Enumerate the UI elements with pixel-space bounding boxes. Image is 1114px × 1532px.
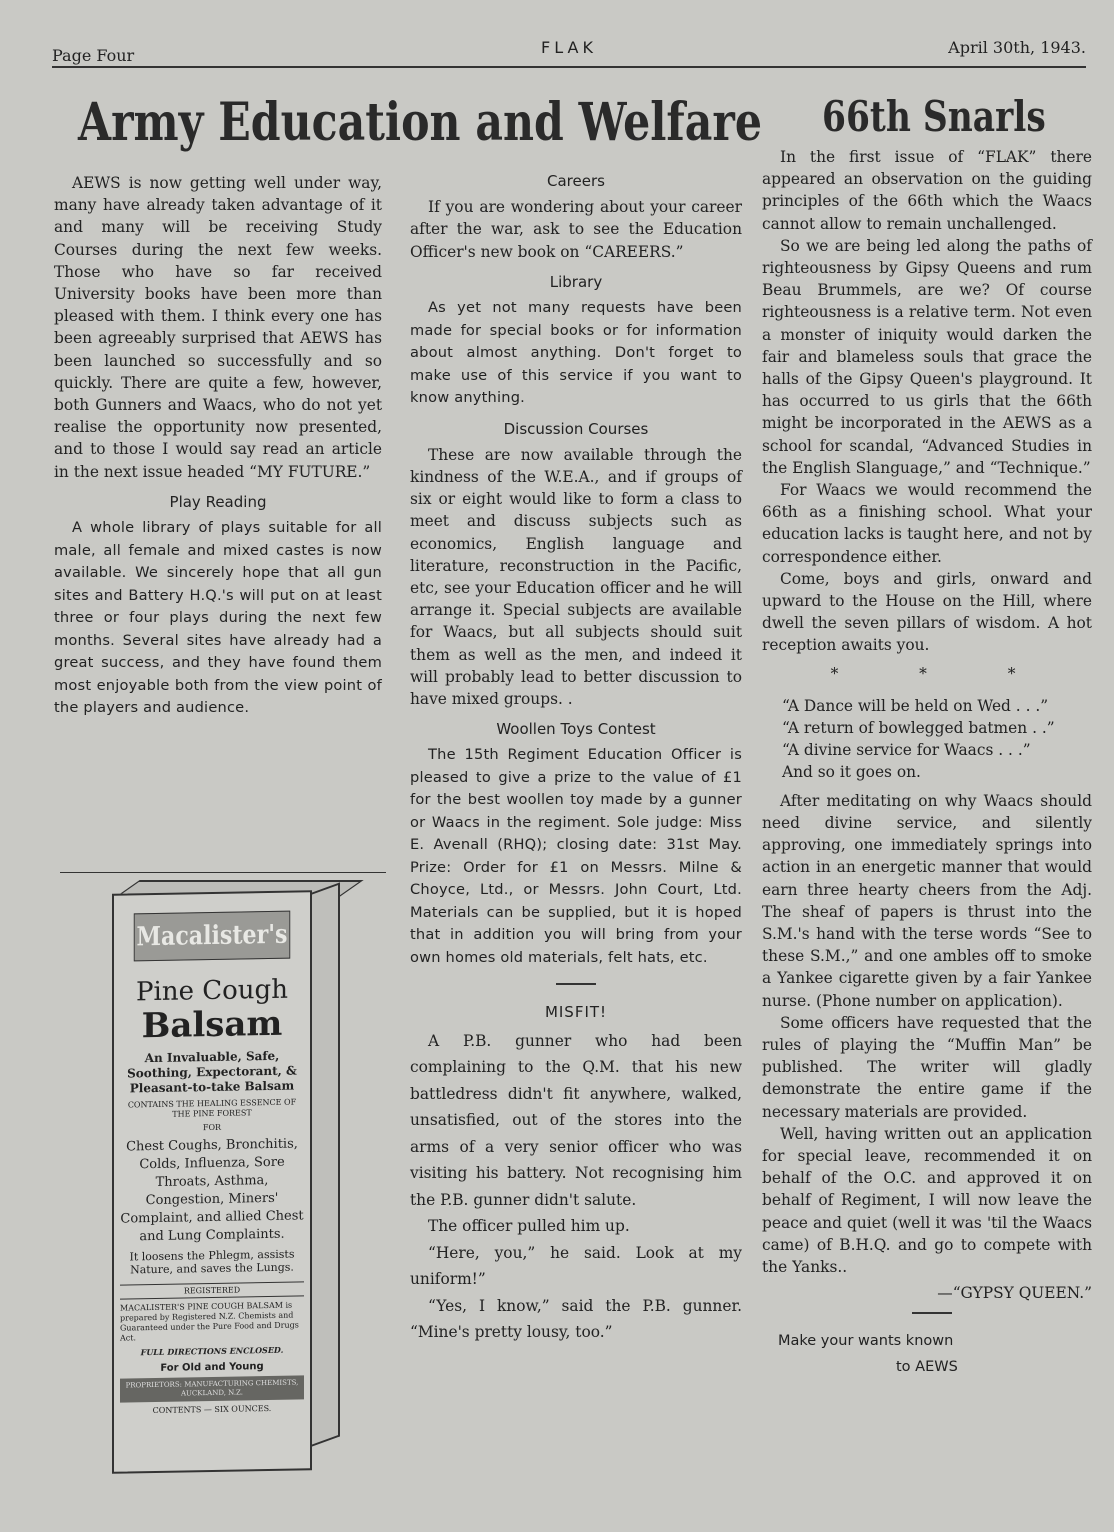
divider-short [556,983,596,985]
issue-date: April 30th, 1943. [948,38,1086,57]
careers-text: If you are wondering about your career after the war, ask to see the Education Officer's new book on “CAREERS.” [410,198,742,261]
snarls-p2: So we are being led along the paths of righteousness by Gipsy Queens and rum Beau Brummels, are we? Of course righteousness is a relative term. Not even a monster of iniquity would darken the fair and blameless souls that grace the halls of the Gipsy Queen's playground. It has occurred to us girls that the 66th might be incorporated in the AEWS as a school for scandal, “Advanced Studies in the English Slanguage,” and “Technique.” [762,236,1092,477]
headline-66th-snarls: 66th Snarls [822,92,1046,141]
subhead-woollen-toys: Woollen Toys Contest [496,720,656,739]
misfit-text-3: “Here, you,” he said. Look at my uniform!” [410,1243,742,1289]
ad-title-line1: Pine Cough [136,974,288,1008]
snarls-p7: Well, having written out an application for special leave, recommended it on behalf of the O.C. and approved it on behalf of Regiment, I will now leave the peace and quiet (well it was 'til the Waacs came) of B.H.Q. and go to compete with the Yanks.. [762,1124,1092,1276]
divider [60,872,386,873]
snarls-p6: Some officers have requested that the rules of playing the “Muffin Man” be published. The writer will gladly demonstrate the entire game if the necessary materials are provided. [762,1013,1092,1121]
ad-for: FOR [202,1122,222,1133]
ad-title-line2: Balsam [141,1003,283,1047]
subhead-play-reading: Play Reading [169,492,267,511]
aews-intro: AEWS is now getting well under way, many have already taken advantage of it and many will be receiving Study Courses during the next few weeks. Those who have so far received University books have been more than pleased with them. I think every one has been agreeably surprised that AEWS has been launched so successfully and so quickly. There are quite a few, however, both Gunners and Waacs, who do not yet realise the opportunity now presented, and to those I would say read an article in the next issue headed “MY FUTURE.” [54,174,382,481]
ad-description: An Invaluable, Safe, Soothing, Expectorant, & Pleasant-to-take Balsam [127,1048,297,1096]
ad-proprietors: PROPRIETORS: MANUFACTURING CHEMISTS, AUCKLAND, N.Z. [120,1375,304,1402]
page-number: Page Four [52,46,135,65]
section-stars: * * * [830,664,1054,683]
misfit-text-2: The officer pulled him up. [428,1217,630,1236]
ad-old-and-young: For Old and Young [160,1361,264,1374]
notice-wants [762,1328,1092,1380]
ad-preparation: MACALISTER'S PINE COUGH BALSAM is prepared by Registered N.Z. Chemists and Guaranteed under the Pure Food and Drugs Act. [120,1300,299,1343]
column-right [762,146,1092,1380]
discussion-text: These are now available through the kindness of the W.E.A., and if groups of six or eight would like to form a class to meet and discuss subjects such as economics, English language and literature, reconstruction in the Pacific, etc, see your Education officer and he will arrange it. Special subjects are available for Waacs, but all subjects should suit them as well as the men, and indeed it will probably lead to better discussion to have mixed groups. . [410,445,742,708]
subhead-library: Library [549,272,603,291]
ad-registered: REGISTERED [120,1281,304,1299]
ad-loosens: It loosens the Phlegm, assists Nature, and saves the Lungs. [129,1247,295,1277]
snarls-p1: In the first issue of “FLAK” there appeared an observation on the guiding principles of the 66th which the Waacs cannot allow to remain unchallenged. [762,148,1092,233]
headline-army-education: Army Education and Welfare [78,92,762,153]
play-reading-text: A whole library of plays suitable for all male, all female and mixed castes is now available. We sincerely hope that all gun sites and Battery H.Q.'s will put on at least three or four plays during the next few months. Several sites have already had a great success, and they have found them most enjoyable both from the view point of the players and audience. [54,519,382,717]
subhead-careers: Careers [547,172,605,190]
column-middle [410,170,742,1346]
page-header [52,36,1086,68]
library-text: As yet not many requests have been made for special books or for information about almost anything. Don't forget to make use of this service if you want to know anything. [410,299,742,407]
quote-3: “A divine service for Waacs . . .” [782,741,1031,760]
notice-line-2: to AEWS [896,1359,958,1376]
ad-brand: Macalister's [134,911,290,962]
ad-directions: FULL DIRECTIONS ENCLOSED. [140,1344,284,1358]
quote-2: “A return of bowlegged batmen . .” [782,719,1055,738]
subhead-discussion-courses: Discussion Courses [503,419,649,438]
quote-4: And so it goes on. [782,763,921,782]
ad-pine-cough-balsam [112,890,312,1473]
column-left [54,172,382,720]
snarls-p5: After meditating on why Waacs should need divine service, and silently approving, one immediately springs into action in an energetic manner that would earn three hearty cheers from the Adj. The sheaf of papers is thrust into the S.M.'s hand with the terse words “See to these S.M.,” and one ambles off to smoke a Yankee cigarette given by a fair Yankee nurse. (Phone number on application). [762,791,1092,1010]
toys-text: The 15th Regiment Education Officer is pleased to give a prize to the value of £1 for the best woollen toy made by a gunner or Waacs in the regiment. Sole judge: Miss E. Avenall (RHQ); closing date: 31st May. Prize: Order for £1 on Messrs. Milne & Choyce, Ltd., or Messrs. John Court, Ltd. Materials can be supplied, but it is hoped that in addition you will bring from your own homes old materials, felt hats, etc. [410,746,742,966]
quote-1: “A Dance will be held on Wed . . .” [782,696,1049,715]
signature: —“GYPSY QUEEN.” [937,1284,1092,1303]
divider-short [912,1312,952,1314]
ad-contains: CONTAINS THE HEALING ESSENCE OF THE PINE FOREST [127,1097,297,1119]
snarls-p3: For Waacs we would recommend the 66th as a finishing school. What your education lacks is taught here, and not by correspondence either. [762,481,1092,566]
snarls-p4: Come, boys and girls, onward and upward to the House on the Hill, where dwell the seven pillars of wisdom. A hot reception awaits you. [762,569,1092,655]
misfit-text-4: “Yes, I know,” said the P.B. gunner. “Mine's pretty lousy, too.” [410,1296,742,1342]
ad-ailments: Chest Coughs, Bronchitis, Colds, Influenza, Sore Throats, Asthma, Congestion, Miners' Complaint, and allied Chest and Lung Complaints. [120,1136,304,1245]
paper-title: FLAK [541,38,597,57]
misfit-text-1: A P.B. gunner who had been complaining to the Q.M. that his new battledress didn't fit anywhere, walked, unsatisfied, out of the stores into the arms of a very senior officer who was visiting his battery. Not recognising him the P.B. gunner didn't salute. [410,1031,742,1209]
ad-box-side [308,882,340,1448]
subhead-misfit: MISFIT! [544,1003,608,1022]
notice-line-1: Make your wants known [778,1333,954,1350]
ad-contents: CONTENTS — SIX OUNCES. [152,1403,272,1416]
quote-list [762,695,1092,784]
